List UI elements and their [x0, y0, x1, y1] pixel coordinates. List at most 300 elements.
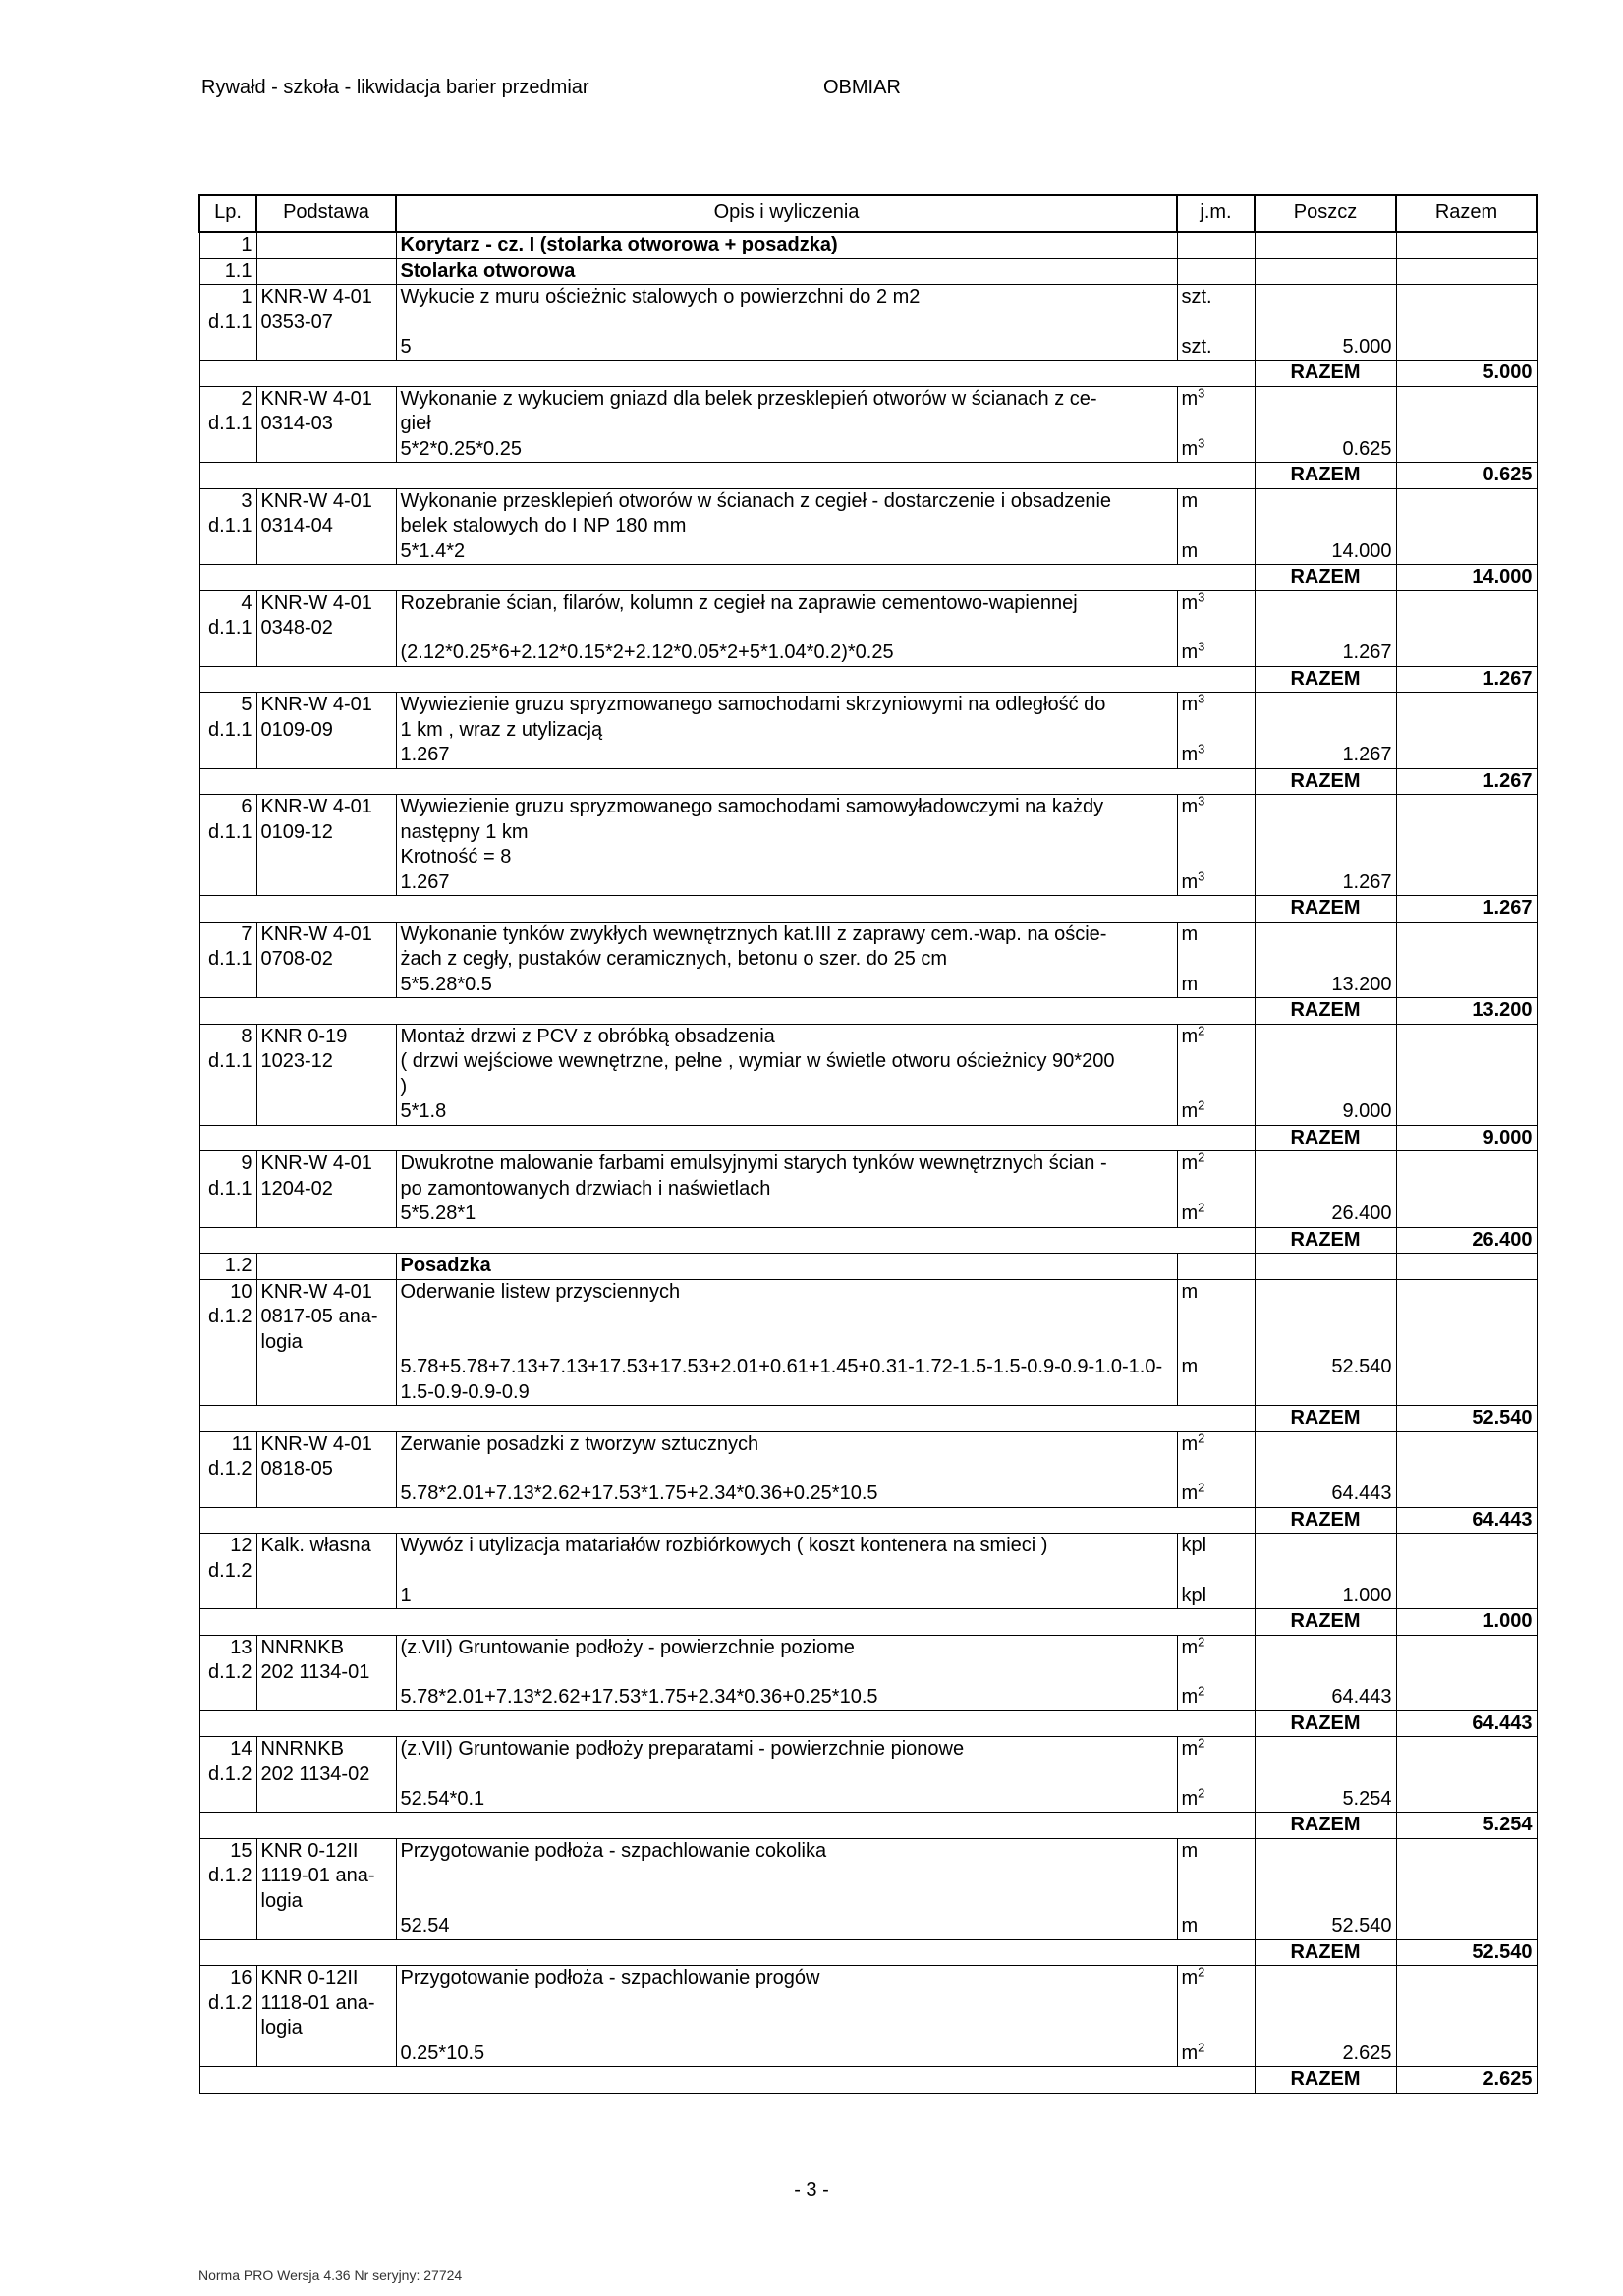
description-line: Rozebranie ścian, filarów, kolumn z cegieł na zaprawie cementowo-wapiennej: [400, 591, 1078, 614]
unit-label: m: [1181, 923, 1199, 945]
item-subsection: d.1.1: [208, 310, 252, 333]
calc-row: [199, 641, 1537, 666]
calc-row: [199, 539, 1537, 565]
unit-label: m: [1181, 591, 1199, 614]
unit-exponent: 3: [1198, 588, 1205, 604]
total-value: 52.540: [1396, 1406, 1537, 1432]
partial-quantity: 13.200: [1255, 973, 1396, 998]
partial-quantity: 0.625: [1255, 437, 1396, 463]
item-subsection: d.1.2: [208, 1991, 252, 2014]
item-empty: [1396, 1534, 1537, 1584]
item-empty: [1396, 285, 1537, 335]
item-lp: [199, 1966, 256, 2067]
total-label: RAZEM: [1255, 1813, 1396, 1839]
item-basis: [256, 1534, 396, 1609]
item-unit: [1177, 386, 1255, 437]
total-empty: [199, 1609, 1255, 1636]
section-title: Posadzka: [396, 1254, 1177, 1280]
basis-line: 0708-02: [260, 948, 333, 970]
unit-label: m: [1181, 1432, 1199, 1455]
item-empty: [1255, 285, 1396, 335]
unit-label: m: [1181, 973, 1199, 995]
unit-exponent: 2: [1198, 1633, 1205, 1649]
total-empty: [199, 1227, 1255, 1254]
unit-label: m: [1181, 744, 1199, 765]
section-empty: [1255, 232, 1396, 258]
unit-label: m: [1181, 1152, 1199, 1174]
item-unit: [1177, 1279, 1255, 1355]
unit-exponent: 3: [1198, 639, 1205, 654]
description-line: ): [400, 1075, 408, 1097]
calculation-formula: 0.25*10.5: [396, 2042, 1177, 2067]
total-row: [199, 1125, 1537, 1151]
total-empty: [199, 768, 1255, 795]
item-subsection: d.1.1: [208, 1050, 252, 1072]
item-empty: [1396, 386, 1537, 437]
section-number: 1.2: [199, 1254, 256, 1280]
item-description: [396, 795, 1177, 870]
calc-empty: [1396, 1482, 1537, 1507]
item-number: 5: [241, 694, 252, 715]
section-number: 1: [199, 232, 256, 258]
unit-label: m: [1181, 1738, 1199, 1760]
item-subsection: d.1.2: [208, 1458, 252, 1480]
item-subsection: d.1.1: [208, 718, 252, 741]
total-empty: [199, 1710, 1255, 1737]
total-value: 14.000: [1396, 565, 1537, 591]
section-empty: [1177, 258, 1255, 285]
unit-label: m: [1181, 1636, 1199, 1658]
item-basis: [256, 1151, 396, 1228]
item-description: [396, 1838, 1177, 1914]
item-row: [199, 590, 1537, 641]
item-empty: [1255, 1635, 1396, 1685]
total-row: [199, 1227, 1537, 1254]
total-empty: [199, 998, 1255, 1025]
calc-row: [199, 1355, 1537, 1406]
partial-quantity: 9.000: [1255, 1099, 1396, 1125]
section-empty: [1396, 1254, 1537, 1280]
item-number: 7: [241, 923, 252, 945]
item-subsection: d.1.1: [208, 820, 252, 843]
item-unit: [1177, 285, 1255, 335]
item-empty: [1396, 1737, 1537, 1787]
basis-line: 0109-09: [260, 718, 333, 741]
unit-exponent: 2: [1198, 1735, 1205, 1751]
calculation-unit: [1177, 1355, 1255, 1406]
calculation-unit: [1177, 1099, 1255, 1125]
item-row: [199, 488, 1537, 539]
unit-label: m: [1181, 1280, 1199, 1303]
unit-label: m: [1181, 1686, 1199, 1708]
unit-exponent: 2: [1198, 1683, 1205, 1699]
item-empty: [1396, 922, 1537, 973]
section-row: [199, 258, 1537, 285]
item-lp: [199, 922, 256, 998]
unit-label: m: [1181, 1915, 1199, 1936]
item-empty: [1255, 1151, 1396, 1203]
item-number: 9: [241, 1152, 252, 1174]
item-empty: [1255, 922, 1396, 973]
partial-quantity: 2.625: [1255, 2042, 1396, 2067]
item-unit: [1177, 1966, 1255, 2042]
basis-line: 1023-12: [260, 1050, 333, 1072]
item-empty: [1255, 1737, 1396, 1787]
calculation-unit: [1177, 2039, 1255, 2067]
section-empty: [1177, 232, 1255, 258]
description-line: następny 1 km: [400, 820, 529, 843]
total-label: RAZEM: [1255, 1227, 1396, 1254]
section-empty: [1396, 232, 1537, 258]
item-number: 10: [230, 1280, 252, 1303]
total-row: [199, 361, 1537, 387]
calculation-unit: [1177, 539, 1255, 565]
calculation-formula: (2.12*0.25*6+2.12*0.15*2+2.12*0.05*2+5*1.04*0.2)*0.25: [396, 641, 1177, 666]
item-empty: [1396, 1635, 1537, 1685]
description-line: Wykonanie przesklepień otworów w ścianach z cegieł - dostarczenie i obsadzenie: [400, 489, 1112, 512]
item-unit: [1177, 1431, 1255, 1482]
total-value: 13.200: [1396, 998, 1537, 1025]
item-basis: [256, 1966, 396, 2067]
item-row: [199, 285, 1537, 335]
calc-row: [199, 973, 1537, 998]
unit-label: kpl: [1181, 1535, 1207, 1556]
total-label: RAZEM: [1255, 2067, 1396, 2094]
item-number: 12: [230, 1535, 252, 1556]
total-row: [199, 1939, 1537, 1966]
calculation-unit: [1177, 1482, 1255, 1507]
calc-empty: [1396, 743, 1537, 768]
total-label: RAZEM: [1255, 1507, 1396, 1534]
item-empty: [1396, 1279, 1537, 1355]
unit-exponent: 3: [1198, 868, 1205, 883]
item-row: [199, 1635, 1537, 1685]
item-empty: [1396, 488, 1537, 539]
unit-exponent: 2: [1198, 1200, 1205, 1215]
item-description: [396, 1279, 1177, 1355]
total-value: 9.000: [1396, 1125, 1537, 1151]
total-value: 64.443: [1396, 1507, 1537, 1534]
unit-exponent: 3: [1198, 434, 1205, 450]
total-empty: [199, 666, 1255, 693]
col-header-razem: Razem: [1396, 195, 1537, 232]
unit-label: m: [1181, 796, 1199, 817]
unit-label: m: [1181, 437, 1199, 460]
item-empty: [1396, 693, 1537, 744]
total-row: [199, 1813, 1537, 1839]
item-subsection: d.1.2: [208, 1661, 252, 1683]
item-description: [396, 1635, 1177, 1685]
basis-line: logia: [260, 2017, 303, 2039]
basis-line: 202 1134-01: [260, 1661, 370, 1683]
calc-row: [199, 1482, 1537, 1507]
partial-quantity: 5.254: [1255, 1787, 1396, 1813]
calculation-unit: [1177, 1685, 1255, 1710]
calculation-formula: 5*1.8: [396, 1099, 1177, 1125]
item-row: [199, 1431, 1537, 1482]
calc-row: [199, 1914, 1537, 1939]
total-label: RAZEM: [1255, 463, 1396, 489]
col-header-opis: Opis i wyliczenia: [396, 195, 1177, 232]
unit-label: m: [1181, 642, 1199, 663]
item-row: [199, 1534, 1537, 1584]
unit-exponent: 2: [1198, 1149, 1205, 1165]
unit-exponent: 3: [1198, 691, 1205, 706]
description-line: Zerwanie posadzki z tworzyw sztucznych: [400, 1432, 759, 1455]
item-row: [199, 1151, 1537, 1203]
item-description: [396, 488, 1177, 539]
item-unit: [1177, 1534, 1255, 1584]
item-description: [396, 922, 1177, 973]
calculation-formula: 5.78*2.01+7.13*2.62+17.53*1.75+2.34*0.36+0.25*10.5: [396, 1482, 1177, 1507]
calculation-unit: [1177, 973, 1255, 998]
basis-line: Kalk. własna: [260, 1535, 371, 1556]
item-basis: [256, 922, 396, 998]
item-subsection: d.1.2: [208, 1306, 252, 1327]
unit-exponent: 2: [1198, 1480, 1205, 1495]
basis-line: 0818-05: [260, 1458, 333, 1480]
item-empty: [1255, 590, 1396, 641]
calc-empty: [1396, 1099, 1537, 1125]
item-description: [396, 1737, 1177, 1787]
partial-quantity: 1.267: [1255, 870, 1396, 896]
unit-exponent: 3: [1198, 384, 1205, 400]
calc-row: [199, 437, 1537, 463]
basis-line: KNR-W 4-01: [260, 286, 372, 308]
total-label: RAZEM: [1255, 896, 1396, 923]
item-subsection: d.1.2: [208, 1559, 252, 1582]
item-empty: [1396, 1966, 1537, 2042]
total-value: 5.254: [1396, 1813, 1537, 1839]
item-description: [396, 1024, 1177, 1099]
basis-line: KNR-W 4-01: [260, 796, 372, 817]
partial-quantity: 1.000: [1255, 1584, 1396, 1609]
basis-line: KNR-W 4-01: [260, 387, 372, 410]
description-line: belek stalowych do I NP 180 mm: [400, 515, 687, 536]
total-row: [199, 1710, 1537, 1737]
item-lp: [199, 1737, 256, 1813]
unit-exponent: 2: [1198, 2039, 1205, 2054]
basis-line: KNR-W 4-01: [260, 923, 372, 945]
description-line: po zamontowanych drzwiach i naświetlach: [400, 1177, 771, 1200]
calc-row: [199, 2042, 1537, 2067]
section-empty: [256, 258, 396, 285]
item-row: [199, 1838, 1537, 1914]
item-basis: [256, 1024, 396, 1125]
section-row: [199, 232, 1537, 258]
section-empty: [1255, 1254, 1396, 1280]
col-header-poszcz: Poszcz: [1255, 195, 1396, 232]
total-empty: [199, 463, 1255, 489]
item-basis: [256, 1279, 396, 1406]
basis-line: 0817-05 ana-: [260, 1306, 378, 1327]
section-number: 1.1: [199, 258, 256, 285]
unit-exponent: 3: [1198, 793, 1205, 809]
description-line: Wywiezienie gruzu spryzmowanego samochodami samowyładowczymi na każdy: [400, 796, 1104, 817]
section-empty: [1255, 258, 1396, 285]
item-unit: [1177, 1151, 1255, 1203]
item-empty: [1255, 1534, 1396, 1584]
col-header-podstawa: Podstawa: [256, 195, 396, 232]
total-empty: [199, 565, 1255, 591]
description-line: 1 km , wraz z utylizacją: [400, 718, 603, 741]
basis-line: KNR-W 4-01: [260, 1152, 372, 1174]
item-lp: [199, 795, 256, 896]
total-empty: [199, 2067, 1255, 2094]
calc-row: [199, 870, 1537, 896]
unit-label: m: [1181, 2042, 1199, 2064]
total-value: 1.267: [1396, 666, 1537, 693]
section-title: Stolarka otworowa: [396, 258, 1177, 285]
basis-line: KNR-W 4-01: [260, 489, 372, 512]
page-number: - 3 -: [794, 2179, 829, 2201]
description-line: Oderwanie listew przysciennych: [400, 1280, 681, 1303]
item-lp: [199, 488, 256, 565]
item-basis: [256, 488, 396, 565]
description-line: (z.VII) Gruntowanie podłoży - powierzchnie poziome: [400, 1636, 855, 1658]
calc-empty: [1396, 641, 1537, 666]
calculation-unit: [1177, 743, 1255, 768]
basis-line: logia: [260, 1889, 303, 1912]
basis-line: 0353-07: [260, 310, 333, 333]
section-empty: [256, 232, 396, 258]
calc-empty: [1396, 1787, 1537, 1813]
calc-row: [199, 335, 1537, 361]
total-value: 5.000: [1396, 361, 1537, 387]
total-value: 1.000: [1396, 1609, 1537, 1636]
description-line: żach z cegły, pustaków ceramicznych, betonu o szer. do 25 cm: [400, 948, 948, 970]
partial-quantity: 5.000: [1255, 335, 1396, 361]
unit-label: m: [1181, 489, 1199, 512]
section-row: [199, 1254, 1537, 1280]
item-basis: [256, 1635, 396, 1710]
total-row: [199, 1406, 1537, 1432]
partial-quantity: 52.540: [1255, 1914, 1396, 1939]
item-empty: [1396, 795, 1537, 870]
item-lp: [199, 1534, 256, 1609]
item-empty: [1255, 488, 1396, 539]
basis-line: 1204-02: [260, 1177, 333, 1200]
total-value: 1.267: [1396, 768, 1537, 795]
calc-empty: [1396, 335, 1537, 361]
total-value: 0.625: [1396, 463, 1537, 489]
unit-label: m: [1181, 694, 1199, 715]
basis-line: KNR 0-12II: [260, 1839, 359, 1862]
item-description: [396, 1151, 1177, 1203]
item-description: [396, 1534, 1177, 1584]
calc-empty: [1396, 1355, 1537, 1406]
item-lp: [199, 590, 256, 666]
basis-line: NNRNKB: [260, 1738, 344, 1760]
item-basis: [256, 285, 396, 361]
item-number: 2: [241, 387, 252, 410]
table-header-row: [199, 195, 1537, 232]
partial-quantity: 64.443: [1255, 1482, 1396, 1507]
calc-row: [199, 1099, 1537, 1125]
item-description: [396, 285, 1177, 335]
total-row: [199, 565, 1537, 591]
description-line: Wywóz i utylizacja matariałów rozbiórkowych ( koszt kontenera na smieci ): [400, 1535, 1048, 1556]
total-value: 52.540: [1396, 1939, 1537, 1966]
calc-row: [199, 1584, 1537, 1609]
total-label: RAZEM: [1255, 666, 1396, 693]
total-empty: [199, 1939, 1255, 1966]
item-row: [199, 1279, 1537, 1355]
item-row: [199, 693, 1537, 744]
description-line: Przygotowanie podłoża - szpachlowanie progów: [400, 1967, 820, 1988]
unit-label: m: [1181, 870, 1199, 893]
item-basis: [256, 795, 396, 896]
item-number: 4: [241, 591, 252, 614]
total-label: RAZEM: [1255, 1125, 1396, 1151]
calculation-unit: [1177, 1914, 1255, 1939]
unit-exponent: 2: [1198, 1022, 1205, 1037]
calculation-formula: 5*2*0.25*0.25: [396, 437, 1177, 463]
calculation-formula: 5*5.28*0.5: [396, 973, 1177, 998]
calculation-unit: [1177, 335, 1255, 361]
item-empty: [1255, 1279, 1396, 1355]
unit-label: m: [1181, 1356, 1199, 1377]
partial-quantity: 1.267: [1255, 641, 1396, 666]
unit-label: szt.: [1181, 286, 1212, 308]
basis-line: 0109-12: [260, 820, 333, 843]
unit-exponent: 2: [1198, 1097, 1205, 1113]
unit-label: kpl: [1181, 1584, 1207, 1606]
item-row: [199, 795, 1537, 870]
item-lp: [199, 1431, 256, 1507]
unit-label: m: [1181, 1967, 1199, 1988]
item-empty: [1255, 1838, 1396, 1914]
total-row: [199, 768, 1537, 795]
unit-label: szt.: [1181, 335, 1212, 358]
item-basis: [256, 590, 396, 666]
total-empty: [199, 1507, 1255, 1534]
item-subsection: d.1.1: [208, 515, 252, 536]
calculation-unit: [1177, 1202, 1255, 1227]
item-lp: [199, 1279, 256, 1406]
description-line: gieł: [400, 413, 431, 434]
basis-line: KNR 0-12II: [260, 1967, 359, 1988]
item-lp: [199, 1151, 256, 1228]
item-description: [396, 1966, 1177, 2042]
total-row: [199, 463, 1537, 489]
item-description: [396, 1431, 1177, 1482]
calculation-formula: 5.78+5.78+7.13+7.13+17.53+17.53+2.01+0.61+1.45+0.31-1.72-1.5-1.5-0.9-0.9-1.0-1.0-1.5-0.9-0.9-0.9: [396, 1355, 1177, 1406]
calc-empty: [1396, 1202, 1537, 1227]
item-description: [396, 386, 1177, 437]
partial-quantity: 26.400: [1255, 1202, 1396, 1227]
item-row: [199, 1024, 1537, 1099]
item-empty: [1255, 386, 1396, 437]
item-description: [396, 693, 1177, 744]
partial-quantity: 64.443: [1255, 1685, 1396, 1710]
col-header-jm: j.m.: [1177, 195, 1255, 232]
section-title: Korytarz - cz. I (stolarka otworowa + posadzka): [396, 232, 1177, 258]
total-empty: [199, 1406, 1255, 1432]
partial-quantity: 52.540: [1255, 1355, 1396, 1406]
item-unit: [1177, 1737, 1255, 1787]
total-label: RAZEM: [1255, 565, 1396, 591]
item-subsection: d.1.1: [208, 948, 252, 970]
total-label: RAZEM: [1255, 768, 1396, 795]
item-empty: [1255, 1024, 1396, 1099]
unit-label: m: [1181, 1839, 1199, 1862]
total-row: [199, 2067, 1537, 2094]
unit-label: m: [1181, 1025, 1199, 1047]
unit-label: m: [1181, 539, 1199, 562]
item-lp: [199, 1635, 256, 1710]
item-lp: [199, 1838, 256, 1939]
